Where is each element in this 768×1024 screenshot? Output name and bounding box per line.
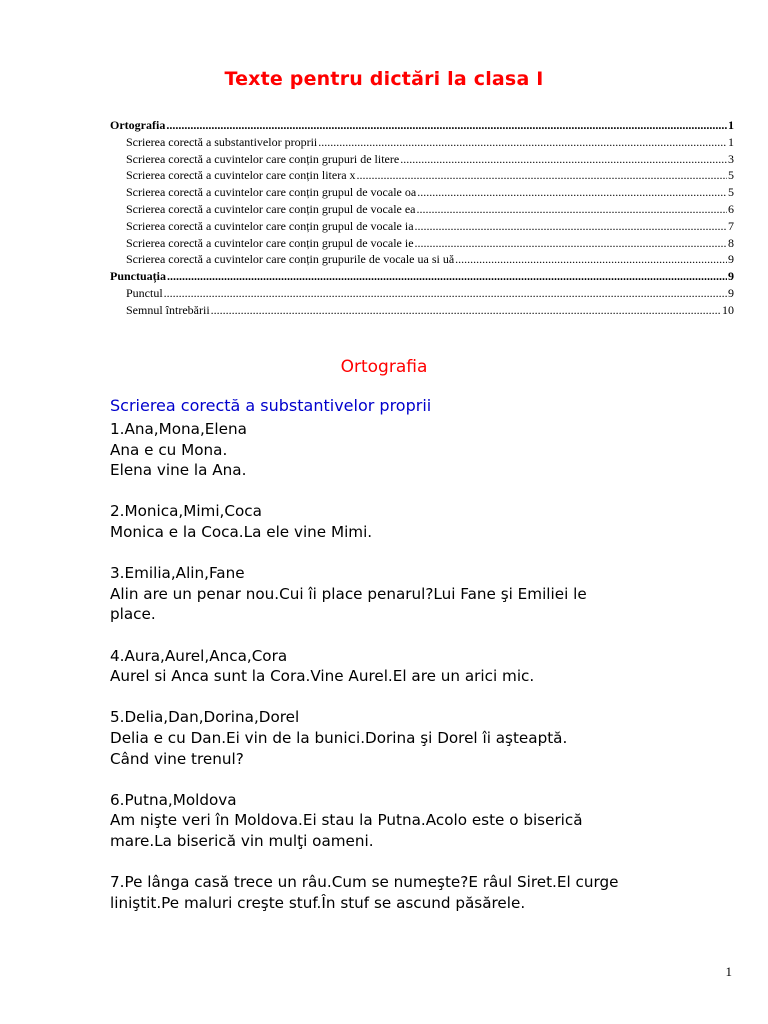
text-line: liniştit.Pe maluri creşte stuf.În stuf se ascund păsărele. bbox=[110, 893, 526, 912]
toc-entry[interactable] bbox=[110, 302, 734, 319]
toc-entry-label: Scrierea corectă a cuvintelor care conțin grupuri de litere bbox=[126, 151, 400, 166]
toc-entry[interactable] bbox=[110, 218, 734, 235]
paragraph-spacer bbox=[110, 543, 740, 564]
toc-entry[interactable] bbox=[110, 184, 734, 201]
text-line: Monica e la Coca.La ele vine Mimi. bbox=[110, 522, 373, 541]
toc-leader-dots bbox=[417, 184, 727, 201]
toc-entry-page: 5 bbox=[728, 185, 734, 200]
toc-entry[interactable] bbox=[110, 117, 734, 134]
toc-entry-label: Punctuația bbox=[110, 269, 167, 284]
text-line: 2.Monica,Mimi,Coca bbox=[110, 502, 262, 521]
table-of-contents bbox=[110, 117, 734, 319]
body-text bbox=[110, 419, 740, 913]
section-heading: Ortografia bbox=[340, 357, 428, 377]
toc-entry-label: Scrierea corectă a cuvintelor care conțin grupurile de vocale ua si uă bbox=[126, 252, 455, 267]
toc-entry-page: 5 bbox=[728, 168, 734, 183]
text-line: Alin are un penar nou.Cui îi place penarul?Lui Fane şi Emiliei le bbox=[110, 584, 587, 603]
text-line: 4.Aura,Aurel,Anca,Cora bbox=[110, 646, 288, 665]
text-line: Am nişte veri în Moldova.Ei stau la Putna.Acolo este o biserică bbox=[110, 811, 583, 830]
toc-entry-page: 7 bbox=[728, 218, 734, 233]
text-line: 1.Ana,Mona,Elena bbox=[110, 420, 247, 438]
toc-entry[interactable] bbox=[110, 134, 734, 151]
text-line: Când vine trenul? bbox=[110, 749, 244, 768]
toc-entry-page: 1 bbox=[728, 134, 734, 149]
paragraph-spacer bbox=[110, 625, 740, 646]
toc-leader-dots bbox=[167, 268, 727, 285]
text-line: 3.Emilia,Alin,Fane bbox=[110, 564, 245, 583]
toc-entry-page: 9 bbox=[728, 252, 734, 267]
toc-leader-dots bbox=[164, 285, 727, 302]
toc-entry-page: 10 bbox=[722, 302, 734, 317]
toc-entry[interactable] bbox=[110, 201, 734, 218]
text-line: mare.La biserică vin mulţi oameni. bbox=[110, 831, 374, 850]
toc-entry-label: Ortografia bbox=[110, 118, 166, 132]
text-line: Ana e cu Mona. bbox=[110, 440, 228, 459]
toc-leader-dots bbox=[400, 151, 727, 168]
text-line: Delia e cu Dan.Ei vin de la bunici.Dorina şi Dorel îi aşteaptă. bbox=[110, 728, 568, 747]
toc-entry-label: Scrierea corectă a cuvintelor care conțin litera x bbox=[126, 168, 356, 183]
toc-entry[interactable] bbox=[110, 285, 734, 302]
text-line: 5.Delia,Dan,Dorina,Dorel bbox=[110, 708, 300, 727]
toc-entry[interactable] bbox=[110, 251, 734, 268]
toc-leader-dots bbox=[415, 218, 727, 235]
toc-entry-label: Scrierea corectă a cuvintelor care conțin grupul de vocale ie bbox=[126, 235, 414, 250]
toc-entry-page: 1 bbox=[728, 118, 734, 132]
toc-entry-label: Semnul întrebării bbox=[126, 302, 210, 317]
toc-leader-dots bbox=[357, 167, 727, 184]
toc-entry[interactable] bbox=[110, 235, 734, 252]
paragraph-spacer bbox=[110, 769, 740, 790]
toc-leader-dots bbox=[211, 302, 721, 319]
document-title: Texte pentru dictări la clasa I bbox=[224, 68, 544, 90]
toc-entry-page: 9 bbox=[728, 269, 734, 284]
toc-entry-page: 8 bbox=[728, 235, 734, 250]
subsection-heading: Scrierea corectă a substantivelor proprii bbox=[110, 396, 432, 415]
toc-entry-page: 6 bbox=[728, 201, 734, 216]
toc-leader-dots bbox=[166, 117, 727, 134]
text-line: place. bbox=[110, 605, 156, 624]
toc-leader-dots bbox=[318, 134, 727, 151]
page-number: 1 bbox=[725, 964, 732, 979]
toc-leader-dots bbox=[417, 201, 727, 218]
toc-entry-page: 3 bbox=[728, 151, 734, 166]
text-line: 6.Putna,Moldova bbox=[110, 790, 237, 809]
toc-entry-label: Scrierea corectă a cuvintelor care conțin grupul de vocale ea bbox=[126, 201, 416, 216]
text-line: Aurel si Anca sunt la Cora.Vine Aurel.El are un arici mic. bbox=[110, 667, 535, 686]
paragraph-spacer bbox=[110, 687, 740, 708]
toc-leader-dots bbox=[455, 251, 727, 268]
toc-leader-dots bbox=[415, 235, 727, 252]
paragraph-spacer bbox=[110, 851, 740, 872]
toc-entry-label: Scrierea corectă a cuvintelor care conțin grupul de vocale oa bbox=[126, 185, 417, 200]
toc-entry[interactable] bbox=[110, 151, 734, 168]
toc-entry-label: Scrierea corectă a cuvintelor care conțin grupul de vocale ia bbox=[126, 218, 414, 233]
text-line: 7.Pe lânga casă trece un râu.Cum se numeşte?E râul Siret.El curge bbox=[110, 873, 619, 892]
toc-entry-label: Scrierea corectă a substantivelor proprii bbox=[126, 134, 318, 149]
toc-entry-label: Punctul bbox=[126, 285, 163, 300]
toc-entry[interactable] bbox=[110, 167, 734, 184]
paragraph-spacer bbox=[110, 481, 740, 502]
toc-entry[interactable] bbox=[110, 268, 734, 285]
toc-entry-page: 9 bbox=[728, 285, 734, 300]
text-line: Elena vine la Ana. bbox=[110, 461, 247, 480]
